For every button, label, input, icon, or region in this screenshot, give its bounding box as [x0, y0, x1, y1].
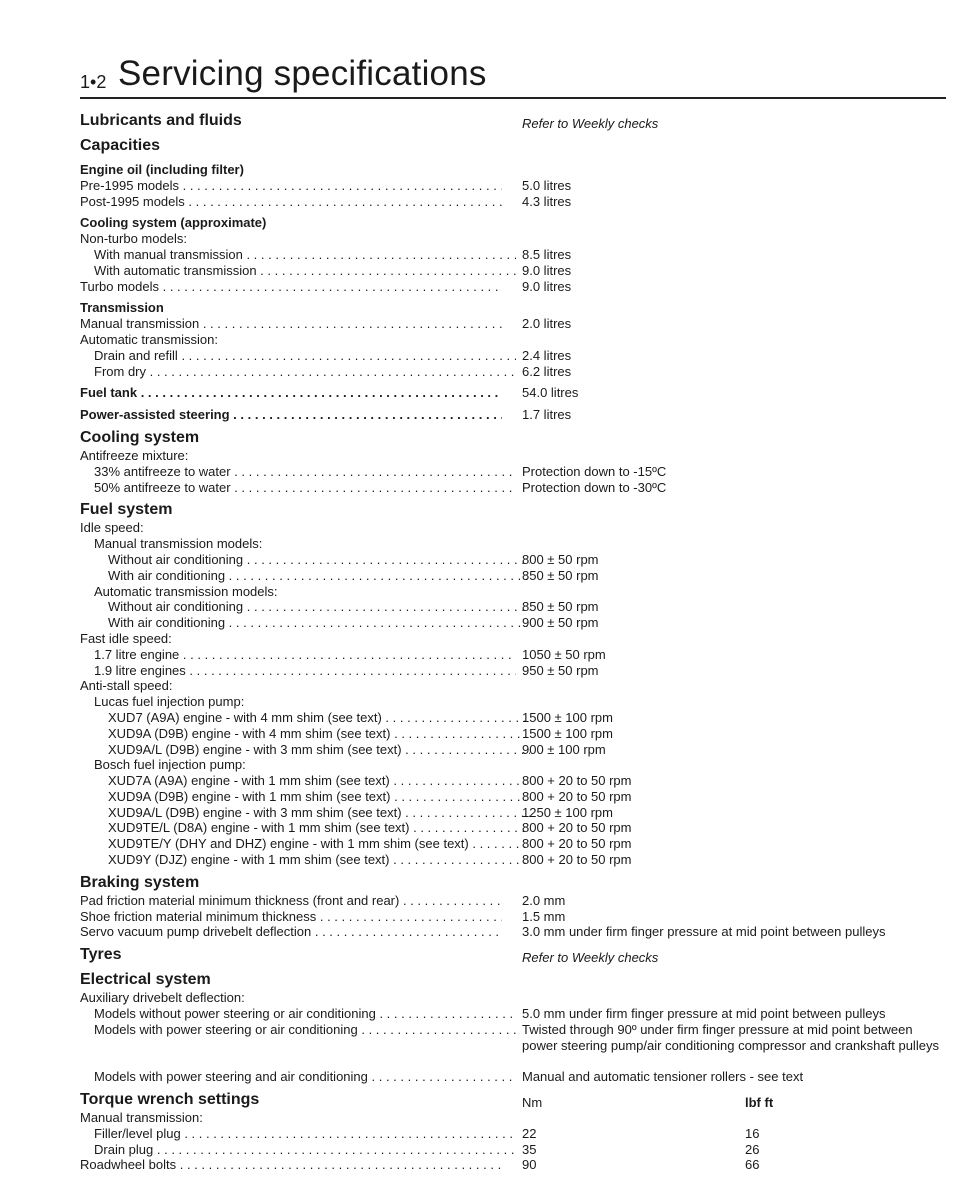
spec-row [80, 407, 946, 423]
spec-row [80, 924, 946, 940]
spec-row [80, 893, 946, 909]
spec-value: 850 ± 50 rpm [522, 567, 599, 583]
spec-label: Engine oil (including filter) [80, 162, 244, 177]
spec-label: Fuel tank . . . [80, 385, 502, 401]
spec-label: Automatic transmission models: [94, 583, 278, 599]
spec-label: Tyres [80, 946, 122, 964]
spec-row [80, 279, 946, 295]
spec-label: Servo vacuum pump drivebelt deflection . . . [80, 924, 502, 940]
spec-value: 800 + 20 to 50 rpm [522, 788, 632, 804]
spec-label: Capacities [80, 137, 161, 154]
spec-row [80, 615, 946, 631]
spec-label: Post-1995 models . . . [80, 194, 502, 210]
spec-label: Transmission [80, 300, 164, 316]
spec-value: Refer to Weekly checks [522, 116, 659, 131]
spec-row [80, 726, 946, 742]
spec-row [80, 599, 946, 615]
spec-value: 900 ± 50 rpm [522, 615, 599, 631]
spec-row [80, 852, 946, 868]
section-heading [80, 136, 946, 156]
spec-row [80, 1006, 946, 1022]
spec-label: Shoe friction material minimum thickness . . . [80, 909, 502, 925]
spec-label: 1.7 litre engine . . . [80, 647, 516, 663]
spec-value-secondary: lbf ft [745, 1095, 774, 1111]
spec-value: 54.0 litres [522, 385, 579, 401]
spec-row [80, 1126, 946, 1142]
spec-value: 850 ± 50 rpm [522, 599, 599, 615]
spec-label: Models with power steering or air conditioning . . . [80, 1022, 516, 1038]
spec-value: 22 [522, 1125, 537, 1141]
spec-label: XUD9A/L (D9B) engine - with 3 mm shim (see text) . . . [80, 742, 530, 758]
spec-label: XUD7 (A9A) engine - with 4 mm shim (see text) . . . [80, 710, 530, 726]
spec-row [80, 1022, 946, 1069]
spec-label: Models with power steering and air conditioning . . . [80, 1069, 516, 1085]
spec-label: Models without power steering or air conditioning . . . [80, 1006, 516, 1022]
spec-row [80, 805, 946, 821]
spec-row [80, 231, 946, 247]
spec-label: Turbo models . . . [80, 279, 502, 295]
spec-row [80, 1069, 946, 1085]
spec-row [80, 773, 946, 789]
spec-label: Drain and refill . . . [80, 348, 516, 364]
spec-value: 5.0 mm under firm finger pressure at mid point between pulleys [522, 1006, 886, 1022]
spec-row [80, 263, 946, 279]
spec-label: Non-turbo models: [80, 231, 187, 247]
spec-row [80, 1142, 946, 1158]
spec-row [80, 464, 946, 480]
spec-row [80, 480, 946, 496]
spec-value: 1.7 litres [522, 407, 572, 423]
spec-label: Without air conditioning . . . [80, 552, 530, 568]
spec-row [80, 316, 946, 332]
spec-value: Protection down to -15ºC [522, 463, 667, 479]
spec-row [80, 348, 946, 364]
spec-value: Refer to Weekly checks [522, 950, 659, 966]
spec-row [80, 647, 946, 663]
spec-label: Roadwheel bolts . . . [80, 1157, 502, 1173]
spec-label: Power-assisted steering . . . [80, 407, 502, 423]
spec-row [80, 552, 946, 568]
spec-value: 8.5 litres [522, 246, 572, 262]
section-heading [80, 945, 946, 965]
spec-label: XUD9Y (DJZ) engine - with 1 mm shim (see text) . . . [80, 852, 530, 868]
spec-value: 6.2 litres [522, 363, 572, 379]
spec-value: Manual and automatic tensioner rollers - see text [522, 1069, 804, 1085]
spec-label: Cooling system [80, 428, 200, 446]
spec-row [80, 1157, 946, 1173]
spec-value: 1.5 mm [522, 908, 566, 924]
spec-value: 9.0 litres [522, 262, 572, 278]
spec-label: Cooling system (approximate) [80, 215, 267, 231]
subsection-heading [80, 162, 946, 178]
spec-label: Automatic transmission: [80, 331, 218, 347]
spec-row [80, 742, 946, 758]
spec-value: 2.0 mm [522, 892, 566, 908]
spec-row [80, 694, 946, 710]
spec-label: With automatic transmission . . . [80, 263, 516, 279]
spec-label: From dry . . . [80, 364, 516, 380]
spec-row [80, 178, 946, 194]
spec-value: 5.0 litres [522, 177, 572, 193]
spec-label: XUD7A (A9A) engine - with 1 mm shim (see text) . . . [80, 773, 530, 789]
spec-value: Twisted through 90º under firm finger pressure at mid point between power steering pump/air conditioning compressor and crankshaft pulleys [522, 1021, 939, 1053]
spec-value: 35 [522, 1141, 537, 1157]
spec-value-secondary: 26 [745, 1141, 760, 1157]
spec-row [80, 789, 946, 805]
spec-value: 3.0 mm under firm finger pressure at mid point between pulleys [522, 924, 886, 940]
spec-value: 800 ± 50 rpm [522, 551, 599, 567]
spec-value: 1500 ± 100 rpm [522, 709, 613, 725]
spec-row [80, 448, 946, 464]
spec-label: Fuel system [80, 501, 173, 519]
section-heading [80, 873, 946, 893]
spec-row [80, 909, 946, 925]
spec-label: XUD9TE/L (D8A) engine - with 1 mm shim (see text) . . . [80, 820, 530, 836]
section-heading [80, 500, 946, 520]
spec-value: Protection down to -30ºC [522, 479, 667, 495]
page-number: 1•2 [80, 72, 107, 92]
spec-row [80, 1110, 946, 1126]
spec-label: Pad friction material minimum thickness (front and rear) . . . [80, 893, 502, 909]
spec-label: 33% antifreeze to water . . . [80, 464, 516, 480]
header-divider [80, 97, 946, 99]
spec-label: Pre-1995 models . . . [80, 178, 502, 194]
spec-value: 90 [522, 1157, 537, 1173]
spec-label: Idle speed: [80, 520, 144, 536]
section-heading [80, 970, 946, 990]
spec-label: Lucas fuel injection pump: [94, 694, 245, 710]
spec-label: With air conditioning . . . [80, 615, 530, 631]
spec-label: Lubricants and fluids [80, 112, 242, 129]
spec-value: 800 + 20 to 50 rpm [522, 773, 632, 789]
spec-value: 4.3 litres [522, 193, 572, 209]
spec-label: Braking system [80, 873, 200, 891]
spec-label: Bosch fuel injection pump: [94, 757, 246, 773]
spec-label: XUD9A/L (D9B) engine - with 3 mm shim (see text) . . . [80, 805, 530, 821]
spec-row [80, 757, 946, 773]
spec-label: XUD9A (D9B) engine - with 1 mm shim (see text) . . . [80, 789, 530, 805]
spec-label: XUD9A (D9B) engine - with 4 mm shim (see text) . . . [80, 726, 530, 742]
spec-value: 9.0 litres [522, 278, 572, 294]
spec-label: With manual transmission . . . [80, 247, 516, 263]
spec-row [80, 247, 946, 263]
section-heading [80, 1090, 946, 1110]
spec-row [80, 678, 946, 694]
spec-value: 800 + 20 to 50 rpm [522, 820, 632, 836]
spec-label: Anti-stall speed: [80, 678, 173, 694]
spec-label: Manual transmission: [80, 1110, 203, 1126]
spec-value-secondary: 66 [745, 1157, 760, 1173]
spec-label: Manual transmission models: [94, 536, 263, 552]
spec-label: Drain plug . . . [80, 1142, 516, 1158]
spec-row [80, 385, 946, 401]
spec-row [80, 836, 946, 852]
spec-label: Torque wrench settings [80, 1091, 260, 1109]
spec-value: Nm [522, 1095, 543, 1111]
spec-label: XUD9TE/Y (DHY and DHZ) engine - with 1 mm shim (see text) . . . [80, 836, 530, 852]
spec-row [80, 364, 946, 380]
spec-row [80, 332, 946, 348]
spec-value: 800 + 20 to 50 rpm [522, 836, 632, 852]
spec-label: Electrical system [80, 971, 211, 989]
page-header [80, 52, 946, 98]
spec-row [80, 990, 946, 1006]
spec-label: Filler/level plug . . . [80, 1126, 516, 1142]
spec-value: 900 ± 100 rpm [522, 741, 606, 757]
spec-value: 1500 ± 100 rpm [522, 725, 613, 741]
spec-row [80, 568, 946, 584]
specifications-list [80, 111, 946, 1173]
spec-label: Without air conditioning . . . [80, 599, 530, 615]
spec-row [80, 663, 946, 679]
spec-row [80, 820, 946, 836]
spec-value: 1050 ± 50 rpm [522, 646, 606, 662]
spec-row [80, 710, 946, 726]
spec-label: 1.9 litre engines . . . [80, 663, 516, 679]
spec-label: Auxiliary drivebelt deflection: [80, 990, 245, 1006]
spec-label: 50% antifreeze to water . . . [80, 480, 516, 496]
spec-value: 2.0 litres [522, 316, 572, 332]
spec-value: 950 ± 50 rpm [522, 662, 599, 678]
page-title: Servicing specifications [118, 54, 487, 93]
spec-value-secondary: 16 [745, 1125, 760, 1141]
spec-label: Manual transmission . . . [80, 316, 502, 332]
spec-value: 1250 ± 100 rpm [522, 804, 613, 820]
section-heading [80, 428, 946, 448]
spec-row [80, 520, 946, 536]
spec-row [80, 631, 946, 647]
subsection-heading [80, 300, 946, 316]
spec-value: 2.4 litres [522, 347, 572, 363]
spec-label: With air conditioning . . . [80, 568, 530, 584]
spec-label: Fast idle speed: [80, 630, 172, 646]
spec-row [80, 194, 946, 210]
spec-value: 800 + 20 to 50 rpm [522, 852, 632, 868]
spec-label: Antifreeze mixture: [80, 447, 189, 463]
spec-row [80, 584, 946, 600]
spec-row [80, 536, 946, 552]
section-heading [80, 111, 946, 131]
subsection-heading [80, 215, 946, 231]
